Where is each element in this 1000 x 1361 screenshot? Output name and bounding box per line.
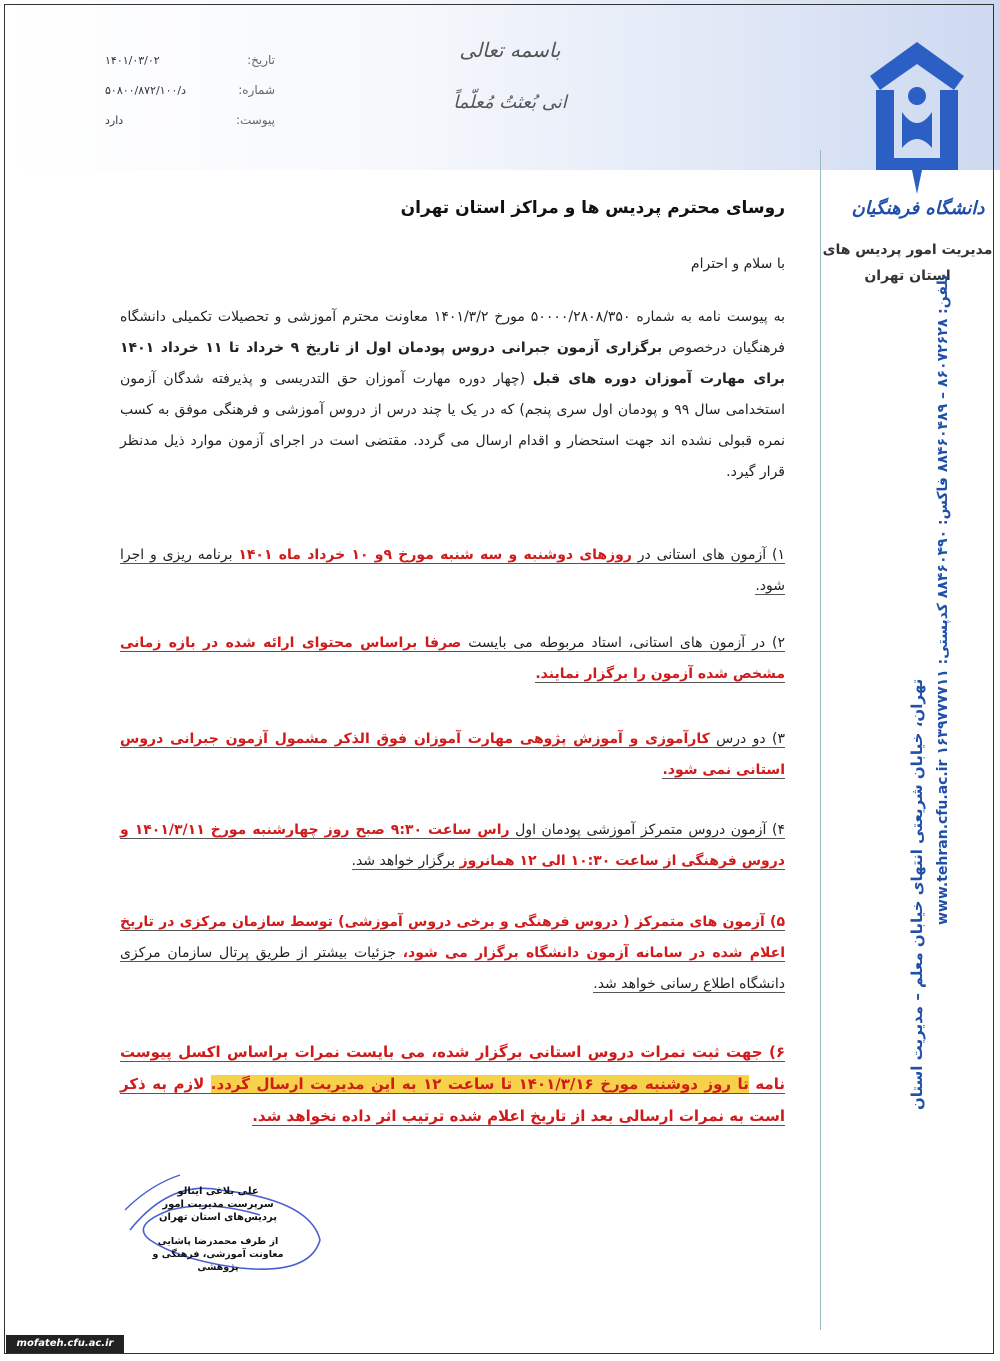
attachment-label: پیوست: <box>235 113 275 127</box>
signatory-name: علی بلاغی اینالو <box>177 1186 259 1197</box>
intro-text-a: به پیوست نامه به شماره ۵۰۰۰۰/۲۸۰۸/۳۵۰ مورخ ۱۴۰۱/۳/۲ معاونت محترم آموزشی و تحصیلات تکمیلی دانشگاه فرهنگیان درخصوص <box>120 309 785 356</box>
department-line-2: استان تهران <box>864 268 951 284</box>
address-vertical: تهران، خیابان شریعتی انتهای خیابان معلم – مدیریت استان <box>908 678 926 1110</box>
item3-text-a: ۳) دو درس <box>709 731 785 747</box>
date-value: ۱۴۰۱/۰۳/۰۲ <box>105 53 160 67</box>
item1-text-a: ۱) آزمون های استانی در <box>631 547 786 563</box>
signatory-title-1: سرپرست مدیریت امور <box>162 1199 274 1210</box>
signatory-block <box>148 1185 288 1224</box>
number-value: ۵۰۸۰۰/۸۷۲/۱۰۰/د <box>105 83 187 97</box>
list-item-6 <box>120 1036 785 1132</box>
intro-text-bold: برگزاری آزمون جبرانی دروس پودمان اول از تاریخ ۹ خرداد تا ۱۱ خرداد ۱۴۰۱ برای مهارت آموزان دوره های قبل <box>120 340 785 387</box>
item6-text-red: ۶) جهت ثبت نمرات دروس استانی برگزار شده، می بایست نمرات براساس اکسل پیوست نامه <box>120 1043 785 1093</box>
motto-text: انی بُعثتُ مُعلّماً <box>453 92 567 113</box>
item2-text-red: صرفا براساس محتوای ارائه شده در بازه زمانی مشخص شده آزمون را برگزار نمایند. <box>120 635 785 682</box>
item4-text-c: برگزار خواهد شد. <box>351 853 460 869</box>
university-logo-icon <box>862 38 972 198</box>
item5-text-b: جزئیات بیشتر از طریق پرتال سازمان مرکزی دانشگاه اطلاع رسانی خواهد شد. <box>120 945 785 992</box>
signatory-title-2: پردیس‌های استان تهران <box>159 1212 277 1223</box>
source-tag[interactable]: mofateh.cfu.ac.ir <box>6 1335 124 1353</box>
item4-text-a: ۴) آزمون دروس متمرکز آموزشی پودمان اول <box>509 822 785 838</box>
item6-text-c: لازم به ذکر است به نمرات ارسالی بعد از تاریخ اعلام شده ترتیب اثر داده نخواهد شد. <box>120 1075 785 1125</box>
letter-meta <box>105 45 275 135</box>
on-behalf-name: از طرف محمدرضا پاشایی <box>157 1236 279 1247</box>
item1-text-red: روزهای دوشنبه و سه شنبه مورخ ۹و ۱۰ خرداد ماه ۱۴۰۱ <box>238 547 632 563</box>
department-line-1: مدیریت امور پردیس های <box>822 242 993 258</box>
date-row <box>105 45 275 75</box>
list-item-1 <box>120 540 785 602</box>
attachment-value: دارد <box>105 113 124 127</box>
basmala-heading: باسمه تعالی <box>459 38 561 62</box>
on-behalf-block <box>148 1235 288 1274</box>
intro-text-c: (چهار دوره مهارت آموزان حق التدریسی و پذیرفته شدگان آزمون استخدامی سال ۹۹ و پودمان اول سری پنجم) که در یک یا چند درس از دروس آموزشی و فرهنگی موفق به کسب نمره قبولی نشده اند جهت استحضار و اقدام ارسال می گردد. مقتضی است در اجرای آزمون موارد ذیل مدنظر قرار گیرد. <box>120 371 785 480</box>
item1-text-c: برنامه ریزی و اجرا شود. <box>120 547 785 594</box>
date-label: تاریخ: <box>247 53 275 67</box>
attachment-row <box>105 105 275 135</box>
list-item-2 <box>120 628 785 690</box>
margin-divider <box>820 150 821 1330</box>
number-row <box>105 75 275 105</box>
item2-text-a: ۲) در آزمون های استانی، استاد مربوطه می بایست <box>461 635 786 651</box>
list-item-4 <box>120 815 785 877</box>
university-name: دانشگاه فرهنگیان <box>851 198 985 219</box>
greeting-text: با سلام و احترام <box>690 256 785 272</box>
item4-text-red: راس ساعت ۹:۳۰ صبح روز چهارشنبه مورخ ۱۴۰۱/۳/۱۱ و دروس فرهنگی از ساعت ۱۰:۳۰ الی ۱۲ همانروز <box>120 822 785 869</box>
item6-text-highlight: تا روز دوشنبه مورخ ۱۴۰۱/۳/۱۶ تا ساعت ۱۲ به این مدیریت ارسال گردد. <box>210 1075 749 1093</box>
intro-paragraph <box>120 302 785 488</box>
contact-vertical: تلفن: ۸۶۰۷۲۶۲۸ – ۸۸۴۶۰۴۸۹ فاکس: ۸۸۴۶۰۴۹۰ کدپستی: ۱۶۳۹۷۷۷۷۱۱ www.tehran.cfu.ac.ir <box>935 274 951 925</box>
item5-text-red: ۵) آزمون های متمرکز ( دروس فرهنگی و برخی دروس آموزشی) توسط سازمان مرکزی در تاریخ اعلام شده در سامانه آزمون دانشگاه برگزار می شود، <box>120 914 785 961</box>
on-behalf-title: معاونت آموزشی، فرهنگی و پژوهشی <box>152 1249 284 1273</box>
item3-text-red: کارآموزی و آموزش پژوهی مهارت آموزان فوق الذکر مشمول آزمون جبرانی دروس استانی نمی شود. <box>120 731 785 778</box>
number-label: شماره: <box>238 83 275 97</box>
recipient-title: روسای محترم پردیس ها و مراکز استان تهران <box>400 198 785 218</box>
list-item-3 <box>120 724 785 786</box>
list-item-5 <box>120 907 785 1000</box>
